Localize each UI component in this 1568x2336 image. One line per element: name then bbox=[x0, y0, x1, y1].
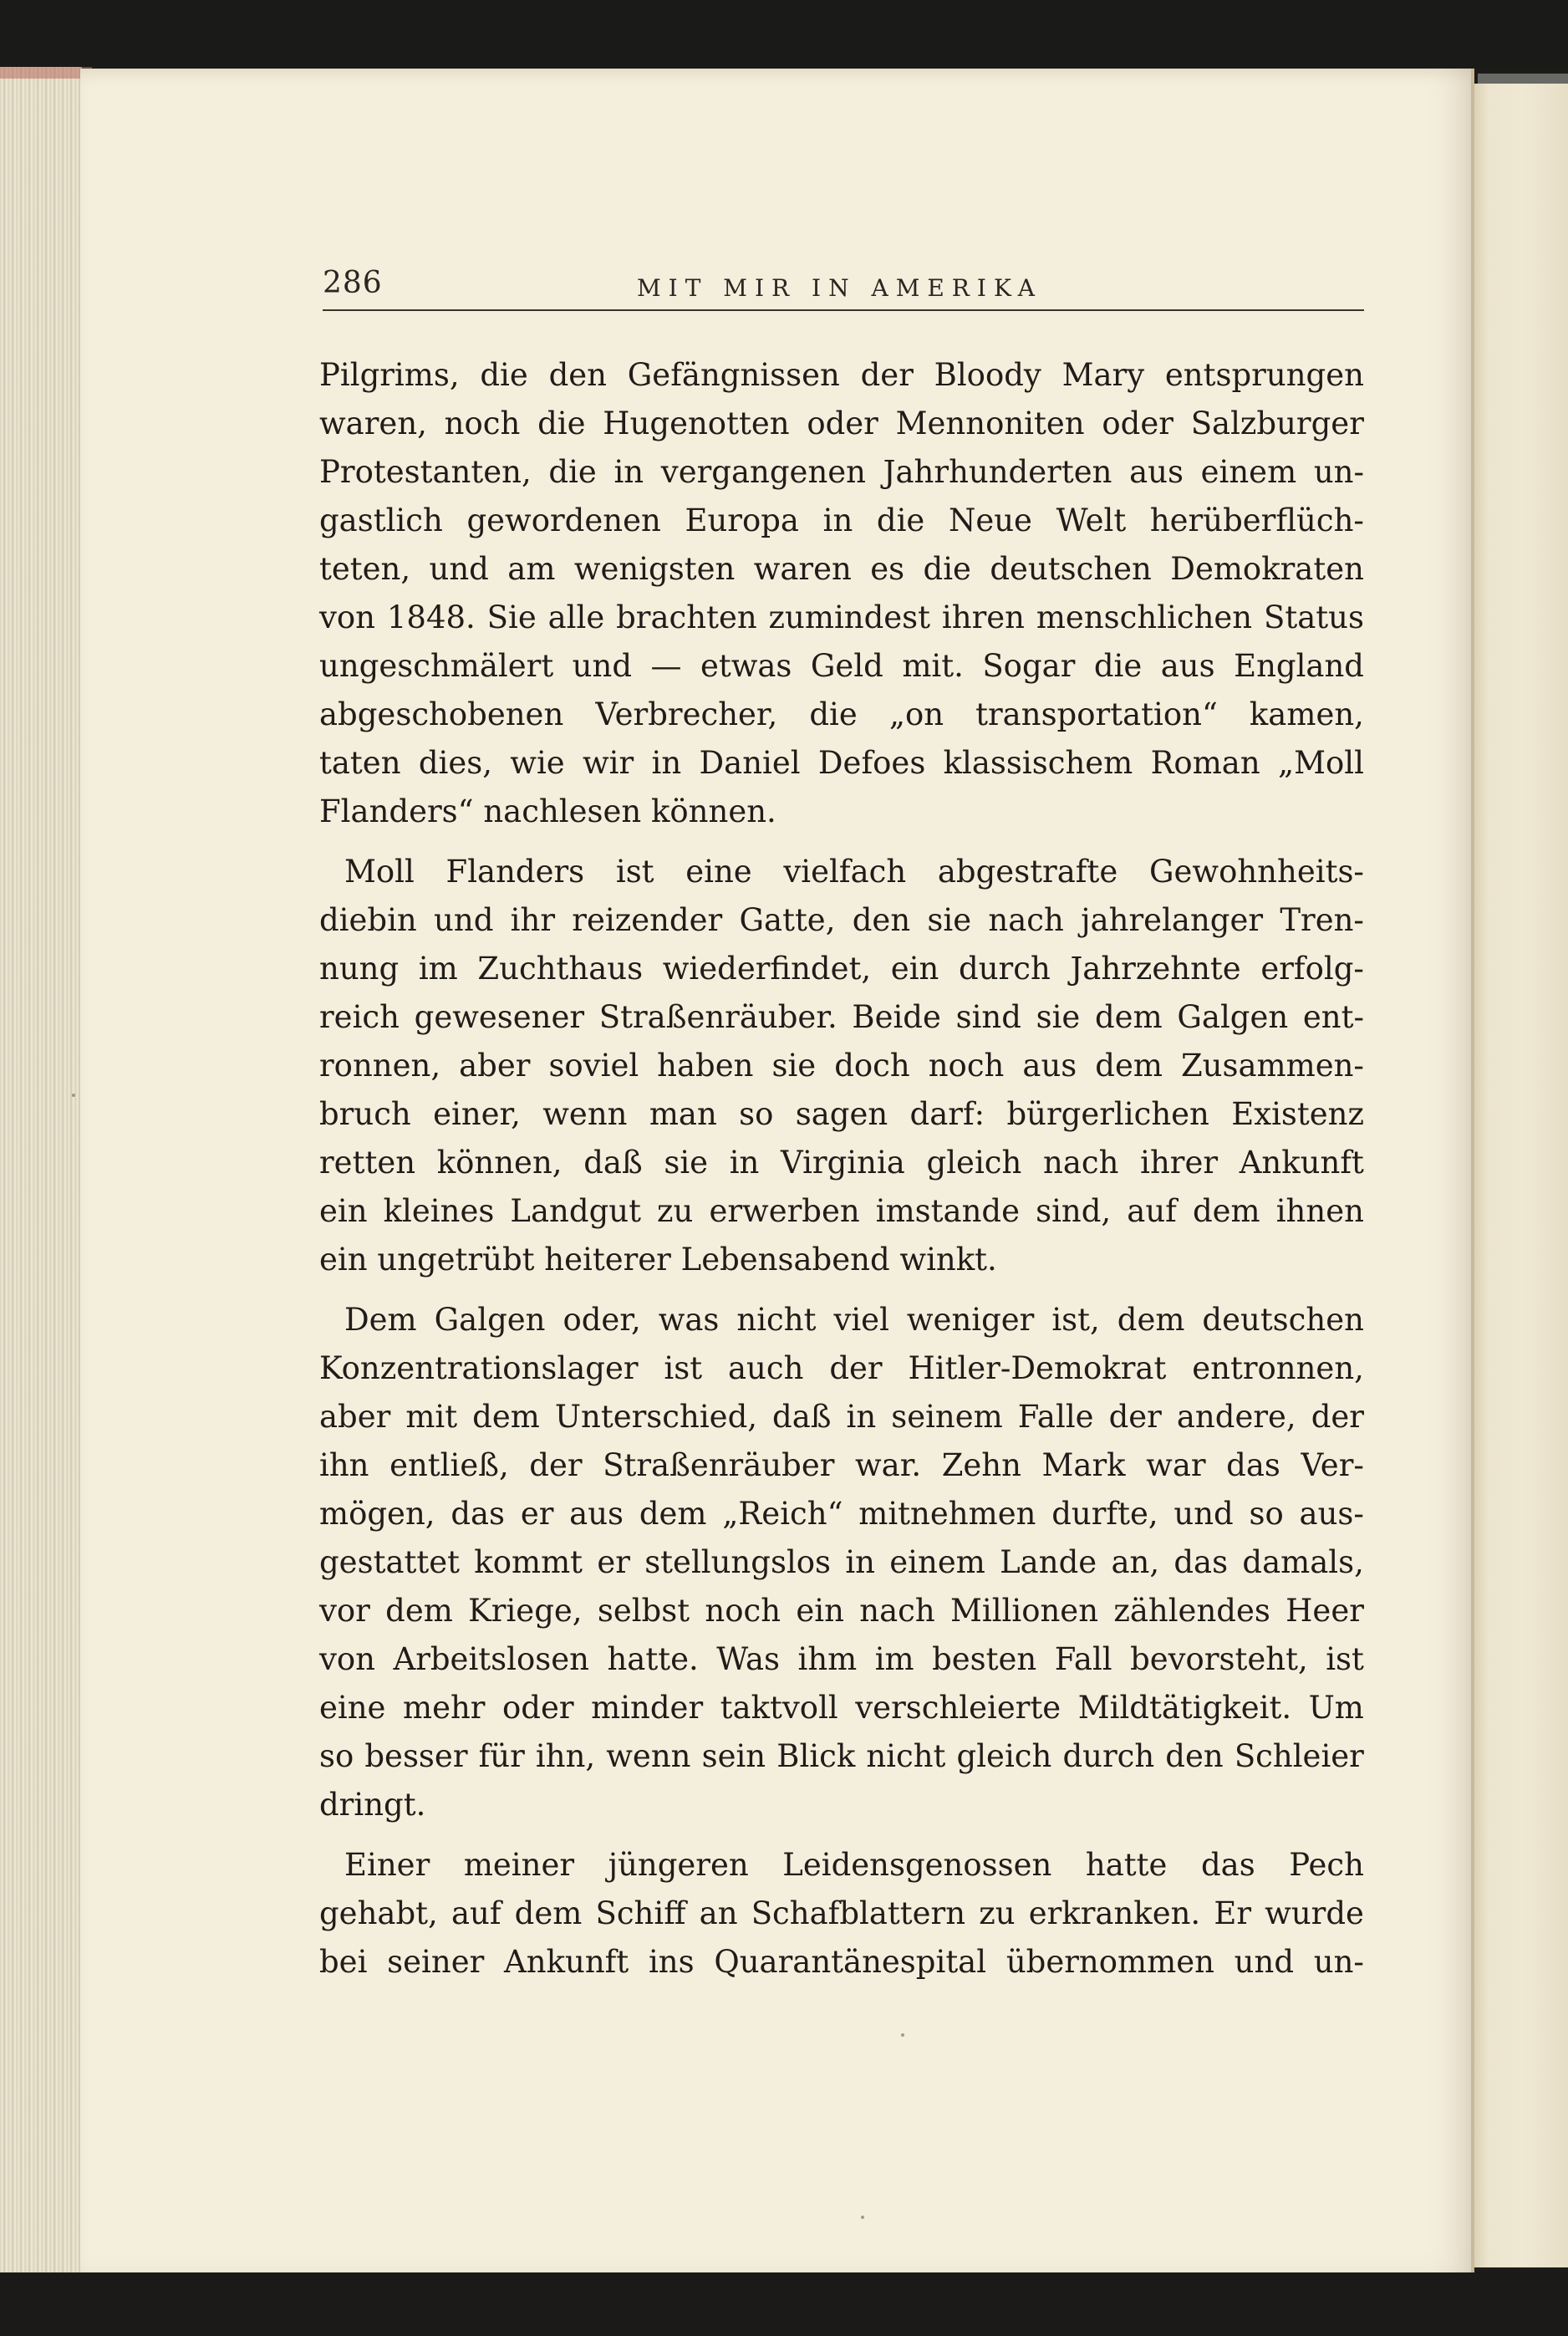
page-number: 286 bbox=[323, 266, 383, 300]
paragraph bbox=[319, 1841, 1364, 1987]
text-line: mögen, das er aus dem „Reich“ mitnehmen durfte, und so aus- bbox=[319, 1496, 1364, 1532]
paper-speck bbox=[72, 1094, 75, 1097]
text-line: gastlich gewordenen Europa in die Neue Welt herüberflüch- bbox=[319, 502, 1364, 538]
text-line: ihn entließ, der Straßenräuber war. Zehn Mark war das Ver- bbox=[319, 1447, 1364, 1483]
paper-speck bbox=[861, 2216, 864, 2219]
text-line: gestattet kommt er stellungslos in einem Lande an, das damals, bbox=[319, 1544, 1364, 1580]
paragraph bbox=[319, 848, 1364, 1284]
page-edge-top-colored bbox=[0, 67, 92, 79]
text-line: dringt. bbox=[319, 1787, 426, 1823]
text-line: ein ungetrübt heiterer Lebensabend winkt. bbox=[319, 1242, 997, 1278]
text-line: bei seiner Ankunft ins Quarantänespital übernommen und un- bbox=[319, 1944, 1364, 1980]
paper-speck bbox=[901, 2033, 904, 2037]
text-line: eine mehr oder minder taktvoll verschleierte Mildtätigkeit. Um bbox=[319, 1690, 1364, 1726]
paragraph bbox=[319, 1296, 1364, 1829]
text-line: teten, und am wenigsten waren es die deutschen Demokraten bbox=[319, 551, 1364, 587]
text-line: Konzentrationslager ist auch der Hitler-Demokrat entronnen, bbox=[319, 1350, 1364, 1386]
text-line: von Arbeitslosen hatte. Was ihm im besten Fall bevorsteht, ist bbox=[319, 1641, 1364, 1677]
text-line: bruch einer, wenn man so sagen darf: bürgerlichen Existenz bbox=[319, 1096, 1364, 1132]
text-line: ronnen, aber soviel haben sie doch noch aus dem Zusammen- bbox=[319, 1048, 1364, 1084]
page-edge-stack bbox=[0, 67, 82, 2272]
text-line: Flanders“ nachlesen können. bbox=[319, 793, 776, 829]
text-line: Protestanten, die in vergangenen Jahrhunderten aus einem un- bbox=[319, 454, 1364, 490]
text-line: Moll Flanders ist eine vielfach abgestrafte Gewohnheits- bbox=[344, 854, 1364, 890]
text-line: abgeschobenen Verbrecher, die „on transportation“ kamen, bbox=[319, 696, 1364, 732]
text-line: nung im Zuchthaus wiederfindet, ein durch Jahrzehnte erfolg- bbox=[319, 951, 1364, 987]
text-line: von 1848. Sie alle brachten zumindest ihren menschlichen Status bbox=[319, 599, 1364, 635]
text-line: reich gewesener Straßenräuber. Beide sind sie dem Galgen ent- bbox=[319, 999, 1364, 1035]
text-line: gehabt, auf dem Schiff an Schafblattern zu erkranken. Er wurde bbox=[319, 1895, 1364, 1931]
text-line: so besser für ihn, wenn sein Blick nicht gleich durch den Schleier bbox=[319, 1738, 1364, 1774]
text-line: Einer meiner jüngeren Leidensgenossen hatte das Pech bbox=[344, 1847, 1364, 1883]
running-header bbox=[323, 266, 1364, 308]
text-line: ungeschmälert und — etwas Geld mit. Sogar die aus England bbox=[319, 648, 1364, 684]
running-title: MIT MIR IN AMERIKA bbox=[637, 274, 1042, 302]
text-line: taten dies, wie wir in Daniel Defoes klassischem Roman „Moll bbox=[319, 745, 1364, 781]
text-line: Dem Galgen oder, was nicht viel weniger ist, dem deutschen bbox=[344, 1302, 1364, 1338]
page-gutter bbox=[1471, 69, 1474, 2272]
scan-background-top bbox=[0, 0, 1568, 67]
text-line: waren, noch die Hugenotten oder Mennoniten oder Salzburger bbox=[319, 405, 1364, 441]
text-line: aber mit dem Unterschied, daß in seinem Falle der andere, der bbox=[319, 1399, 1364, 1435]
facing-page bbox=[1473, 84, 1568, 2267]
body-text bbox=[319, 351, 1364, 1987]
text-line: Pilgrims, die den Gefängnissen der Bloody Mary entsprungen bbox=[319, 357, 1364, 393]
header-rule bbox=[323, 309, 1364, 311]
text-line: retten können, daß sie in Virginia gleich nach ihrer Ankunft bbox=[319, 1145, 1364, 1181]
paragraph bbox=[319, 351, 1364, 836]
scan-background-bottom bbox=[0, 2272, 1568, 2336]
text-line: diebin und ihr reizender Gatte, den sie nach jahrelanger Tren- bbox=[319, 902, 1364, 938]
text-line: vor dem Kriege, selbst noch ein nach Millionen zählendes Heer bbox=[319, 1593, 1364, 1629]
text-line: ein kleines Landgut zu erwerben imstande sind, auf dem ihnen bbox=[319, 1193, 1364, 1229]
